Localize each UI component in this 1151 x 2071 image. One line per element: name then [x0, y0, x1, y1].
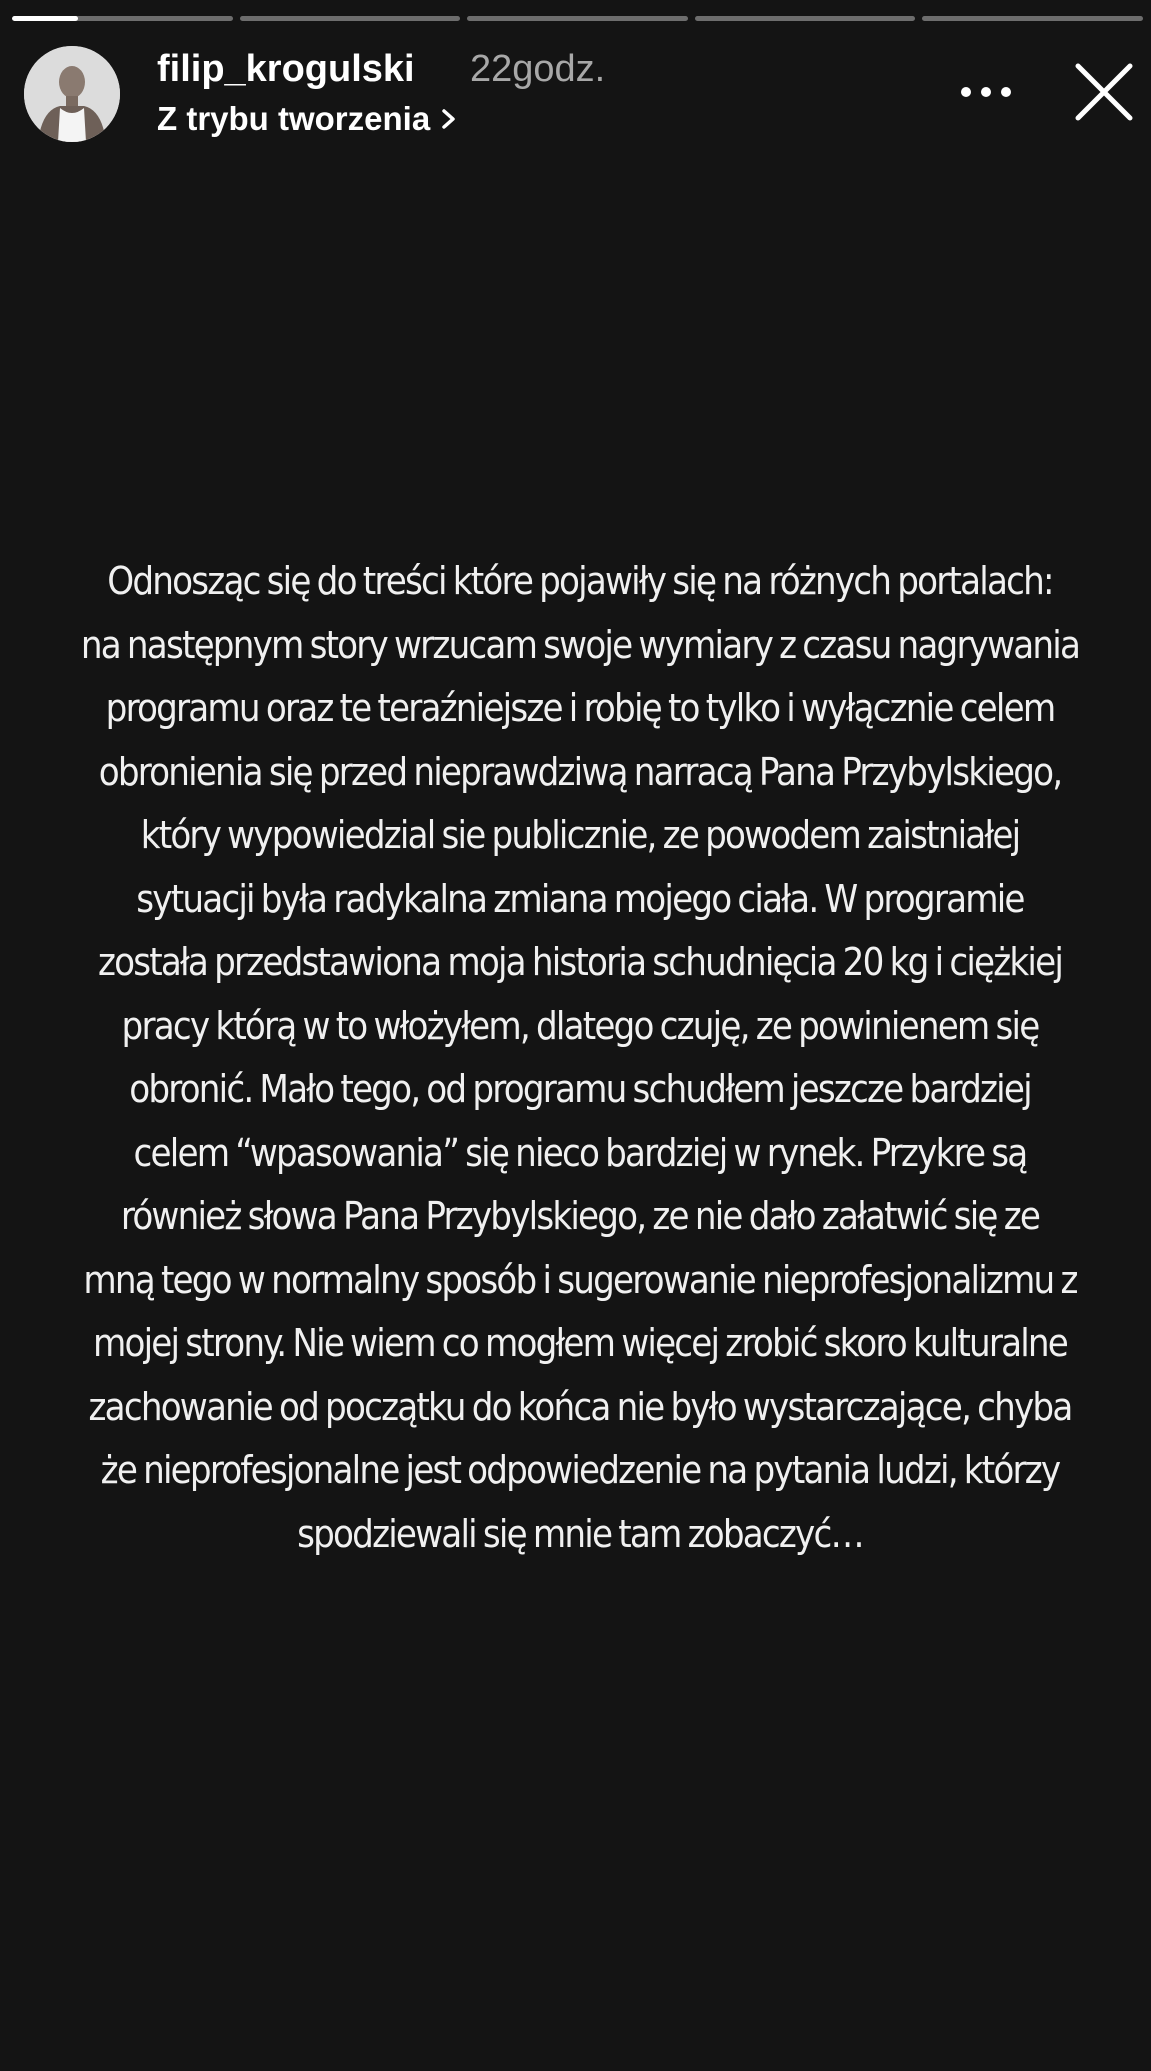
username[interactable]: filip_krogulski: [157, 48, 415, 90]
story-text-line: że nieprofesjonalne jest odpowiedzenie na pytania ludzi, którzy: [100, 1448, 1060, 1492]
story-text-line: Odnosząc się do treści które pojawiły się na różnych portalach:: [107, 559, 1053, 603]
close-icon[interactable]: [1072, 60, 1136, 124]
progress-segment-1: [12, 16, 233, 21]
more-horizontal-icon[interactable]: [956, 72, 1016, 112]
progress-segment-3: [467, 16, 688, 21]
story-text-line: mną tego w normalny sposób i sugerowanie nieprofesjonalizmu z: [83, 1257, 1077, 1302]
story-text-line: została przedstawiona moja historia schudnięcia 20 kg i ciężkiej: [97, 940, 1063, 984]
chevron-right-icon: [438, 104, 460, 134]
story-text-line: który wypowiedzial sie publicznie, ze powodem zaistniałej: [140, 813, 1020, 857]
story-text-line: na następnym story wrzucam swoje wymiary z czasu nagrywania: [80, 622, 1080, 667]
story-text-line: mojej strony. Nie wiem co mogłem więcej zrobić skoro kulturalne: [92, 1321, 1068, 1365]
progress-segment-2: [240, 16, 461, 21]
story-timestamp: 22godz.: [470, 48, 606, 90]
story-text-line: spodziewali się mnie tam zobaczyć…: [297, 1511, 863, 1556]
profile-photo-avatar-icon: [24, 46, 120, 142]
progress-segment-4: [695, 16, 916, 21]
story-text-line: również słowa Pana Przybylskiego, ze nie dało załatwić się ze: [120, 1194, 1040, 1238]
story-text-line: celem “wpasowania” się nieco bardziej w rynek. Przykre są: [133, 1130, 1027, 1175]
story-text-line: sytuacji była radykalna zmiana mojego ciała. W programie: [136, 876, 1024, 921]
story-text-line: zachowanie od początku do końca nie było wystarczające, chyba: [88, 1384, 1072, 1429]
story-progress-bar: [12, 16, 1143, 21]
story-text-line: obronić. Mało tego, od programu schudłem jeszcze bardziej: [129, 1067, 1031, 1111]
created-mode-label: Z trybu tworzenia: [157, 100, 431, 137]
progress-segment-5: [922, 16, 1143, 21]
avatar[interactable]: [24, 46, 120, 142]
story-text-line: obronienia się przed nieprawdziwą narracą Pana Przybylskiego,: [98, 749, 1062, 794]
progress-fill-1: [12, 16, 78, 21]
story-text-line: programu oraz te teraźniejsze i robię to tylko i wyłącznie celem: [105, 686, 1055, 730]
created-mode-link[interactable]: [157, 96, 460, 142]
story-text-line: pracy którą w to włożyłem, dlatego czuję, ze powinienem się: [121, 1003, 1039, 1048]
story-text: [60, 550, 1100, 1566]
